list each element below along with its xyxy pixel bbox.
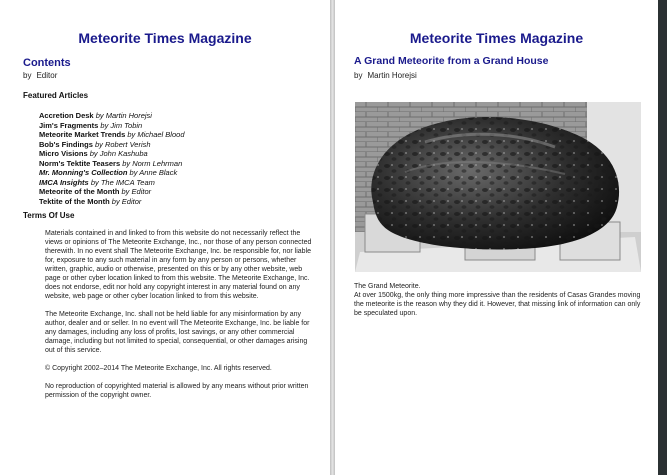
byline-prefix: by	[23, 71, 32, 80]
article-title: A Grand Meteorite from a Grand House	[354, 55, 549, 67]
caption-text: At over 1500kg, the only thing more impressive than the residents of Casas Grandes moving the meteorite is the reason why they did it. However, that missing link of information can only be speculated upon.	[354, 292, 641, 317]
article-title: Meteorite Market Trends	[39, 130, 126, 139]
magazine-title: Meteorite Times Magazine	[78, 30, 252, 46]
article-author: by John Kashuba	[89, 149, 148, 158]
terms-paragraph: Materials contained in and linked to from this website do not necessarily reflect the views or opinions of The Meteorite Exchange, Inc., nor those of any person connected therewith. In no event shall The Meteorite Exchange, Inc. be responsible for, nor liable for, exposure to any such material in any form by any person or persons, whether written, graphic, audio or otherwise, presented on this or by any other website, web page or other cyber location linked to from this website. The Meteorite Exchange, Inc. does not endorse, edit nor hold any copyright interest in any material found on any website, web page or other cyber location linked to from this website.	[45, 230, 312, 300]
article-author: by Jim Tobin	[100, 120, 143, 130]
article-link[interactable]	[39, 168, 185, 178]
copyright-notice: © Copyright 2002–2014 The Meteorite Exchange, Inc. All rights reserved.	[45, 365, 272, 372]
article-link[interactable]	[39, 111, 185, 121]
featured-articles-list	[39, 111, 185, 206]
terms-paragraph: No reproduction of copyrighted material is allowed by any means without prior written permission of the copyright owner.	[45, 383, 309, 399]
terms-heading: Terms Of Use	[23, 211, 75, 220]
article-link[interactable]	[39, 187, 185, 197]
viewer-edge	[658, 0, 667, 475]
article-title: Meteorite of the Month	[39, 187, 120, 196]
terms-of-use-text	[45, 229, 313, 409]
article-title: Accretion Desk	[39, 111, 94, 120]
article-author: by Martin Horejsi	[95, 111, 152, 120]
photo-caption	[354, 282, 646, 318]
contents-title: Contents	[23, 57, 71, 69]
magazine-title: Meteorite Times Magazine	[409, 30, 584, 46]
article-byline	[354, 71, 417, 80]
article-author: by Michael Blood	[127, 130, 185, 139]
article-title: Tektite of the Month	[39, 196, 110, 206]
article-title: IMCA Insights	[39, 177, 89, 187]
meteorite-photo-drawing	[355, 102, 641, 272]
article-author: by The IMCA Team	[90, 177, 155, 187]
article-link[interactable]	[39, 130, 185, 140]
left-page	[0, 0, 330, 475]
article-author: by Robert Verish	[94, 139, 151, 149]
article-author: by Norm Lehrman	[122, 158, 183, 168]
article-title: Micro Visions	[39, 149, 88, 158]
article-link[interactable]	[39, 140, 185, 150]
byline-author: Martin Horejsi	[367, 71, 417, 80]
article-author: by Editor	[121, 187, 152, 196]
article-link[interactable]	[39, 159, 185, 169]
featured-articles-heading: Featured Articles	[23, 91, 89, 100]
meteorite-photo	[355, 102, 641, 272]
article-author: by Anne Black	[129, 168, 178, 177]
caption-title: The Grand Meteorite.	[354, 283, 421, 290]
article-title: Mr. Monning's Collection	[39, 168, 128, 177]
byline-author: Editor	[36, 71, 58, 80]
article-link[interactable]	[39, 178, 185, 188]
article-title: Bob's Findings	[39, 139, 93, 149]
contents-byline	[23, 71, 57, 80]
terms-paragraph: The Meteorite Exchange, Inc. shall not be held liable for any misinformation by any author, dealer and or seller. In no event will The Meteorite Exchange, Inc. be liable for any damages, including any loss of profits, lost savings, or any other commercial damage, including but not limited to special, consequential, or other damages arising out of this service.	[45, 311, 310, 354]
article-author: by Editor	[111, 196, 142, 206]
article-title: Norm's Tektite Teasers	[39, 158, 121, 168]
right-page	[335, 0, 658, 475]
byline-prefix: by	[354, 71, 363, 80]
article-link[interactable]	[39, 149, 185, 159]
article-title: Jim's Fragments	[39, 120, 99, 130]
article-link[interactable]	[39, 121, 185, 131]
article-link[interactable]	[39, 197, 185, 207]
